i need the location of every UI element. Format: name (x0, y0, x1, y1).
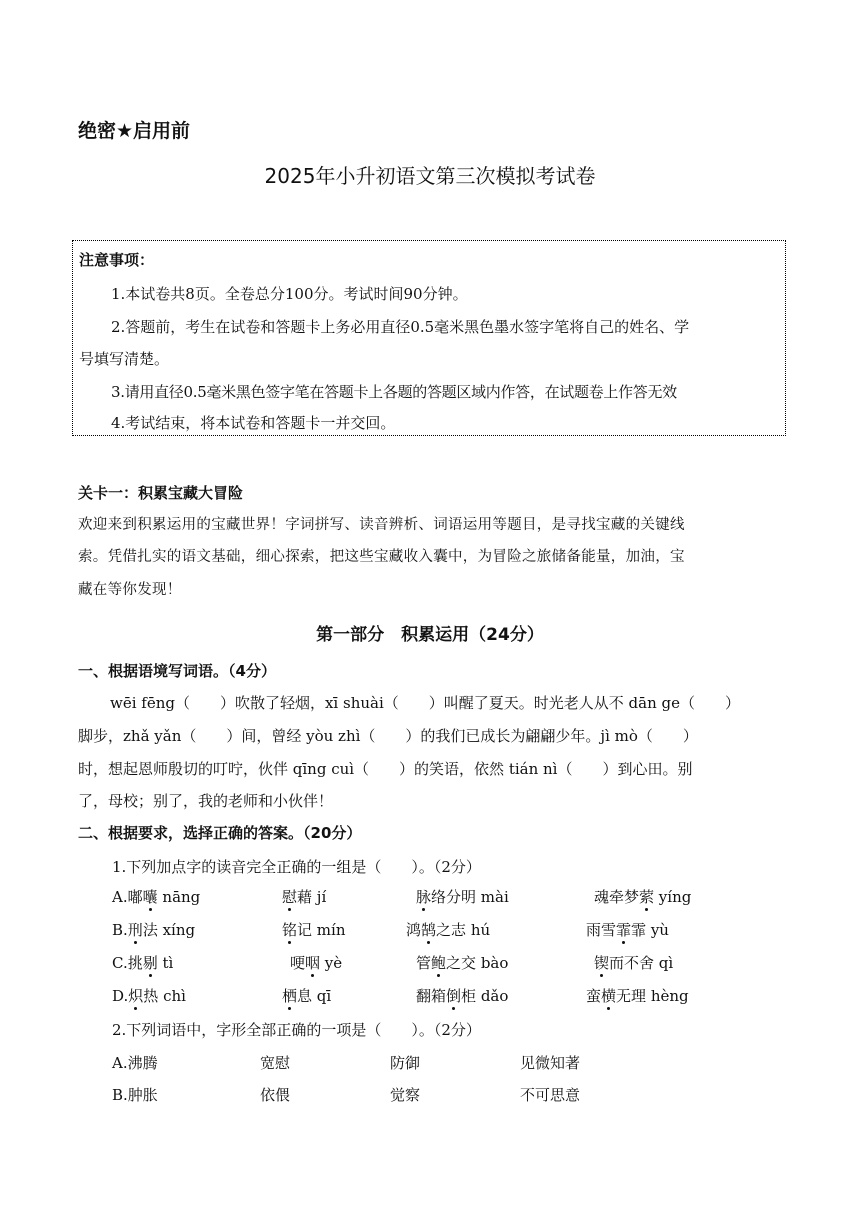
option-d-word-4: 蛮横无理 hèng (586, 987, 689, 1005)
level-intro-line-3: 藏在等你发现！ (78, 582, 182, 598)
option-b-term-2: 依偎 (260, 1086, 291, 1104)
notice-item-2: 2.答题前，考生在试卷和答题卡上务必用直径0.5毫米黑色墨水签字笔将自己的姓名、学 (111, 318, 690, 336)
option-b-term-4: 不可思意 (520, 1086, 581, 1104)
question-2-title: 二、根据要求，选择正确的答案。（20分） (78, 824, 362, 842)
question-1-line-4: 了，母校；别了，我的老师和小伙伴！ (78, 792, 334, 810)
option-a-word-3: 脉络分明 mài (416, 888, 509, 906)
question-1-title: 一、根据语境写词语。（4分） (78, 662, 276, 680)
option-d-word-3: 翻箱倒柜 dǎo (416, 987, 509, 1005)
option-c-word-1: C.挑剔 tì (112, 954, 174, 972)
question-1-line-2: 脚步，zhǎ yǎn（ ）间，曾经 yòu zhì（ ）的我们已成长为翩翩少年。jì mò（ ） (78, 727, 698, 745)
option-a-word-2: 慰藉 jí (282, 888, 327, 906)
option-b-term-3: 觉察 (390, 1086, 421, 1104)
option-b-term-1: B.肿胀 (112, 1086, 158, 1104)
part-title: 第一部分 积累运用（24分） (316, 625, 544, 645)
option-a-word-1: A.嘟囔 nāng (112, 888, 201, 906)
option-c-word-4: 锲而不舍 qì (594, 954, 674, 972)
level-title: 关卡一：积累宝藏大冒险 (78, 484, 244, 502)
notice-item-2-cont: 号填写清楚。 (79, 350, 170, 368)
question-1-line-3: 时，想起恩师殷切的叮咛，伙伴 qīng cuì（ ）的笑语，依然 tián nì（ ）到心田。别 (78, 760, 693, 778)
notice-item-3: 3.请用直径0.5毫米黑色签字笔在答题卡上各题的答题区域内作答，在试题卷上作答无效 (111, 383, 677, 401)
option-b-word-3: 鸿鹄之志 hú (406, 921, 491, 939)
notice-item-4: 4.考试结束，将本试卷和答题卡一并交回。 (111, 414, 396, 432)
option-a-term-2: 宽慰 (260, 1054, 291, 1072)
option-b-word-1: B.刑法 xíng (112, 921, 196, 939)
level-intro-line-2: 索。凭借扎实的语文基础，细心探索，把这些宝藏收入囊中，为冒险之旅储备能量，加油，宝 (78, 549, 685, 565)
subquestion-1-stem: 1.下列加点字的读音完全正确的一组是（ ）。（2分） (112, 858, 481, 876)
option-a-term-3: 防御 (390, 1054, 421, 1072)
option-d-word-2: 栖息 qī (282, 987, 332, 1005)
option-a-term-4: 见微知著 (520, 1054, 581, 1072)
exam-title: 2025年小升初语文第三次模拟考试卷 (264, 164, 596, 188)
option-d-word-1: D.炽热 chì (112, 987, 186, 1005)
question-1-line-1: wēi fēng（ ）吹散了轻烟，xī shuài（ ）叫醒了夏天。时光老人从不 dān ge（ ） (110, 694, 740, 712)
option-c-word-3: 管鲍之交 bào (416, 954, 509, 972)
option-b-word-2: 铭记 mín (282, 921, 346, 939)
option-b-word-4: 雨雪霏霏 yù (586, 921, 669, 939)
option-a-term-1: A.沸腾 (112, 1054, 158, 1072)
notice-item-1: 1.本试卷共8页。全卷总分100分。考试时间90分钟。 (111, 285, 468, 303)
level-intro-line-1: 欢迎来到积累运用的宝藏世界！字词拼写、读音辨析、词语运用等题目，是寻找宝藏的关键线 (78, 517, 685, 533)
notice-box (72, 240, 786, 436)
notice-heading: 注意事项： (79, 251, 155, 269)
confidential-mark: 绝密★启用前 (78, 120, 191, 142)
subquestion-2-stem: 2.下列词语中，字形全部正确的一项是（ ）。（2分） (112, 1021, 481, 1039)
option-a-word-4: 魂牵梦萦 yíng (594, 888, 692, 906)
option-c-word-2: 哽咽 yè (290, 954, 343, 972)
